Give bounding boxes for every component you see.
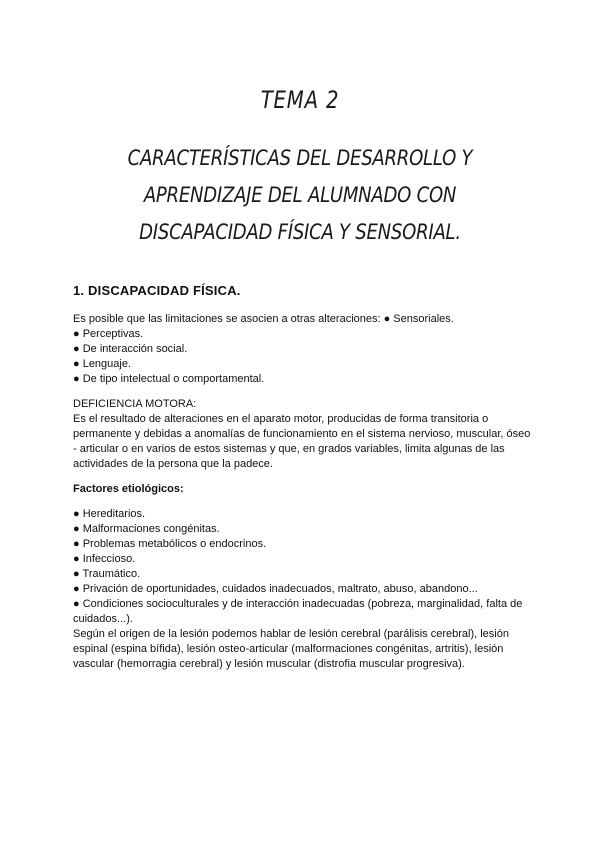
page-title [40,140,560,251]
title-line: DISCAPACIDAD FÍSICA Y SENSORIAL. [139,220,461,244]
list-item: ● Perceptivas. [73,328,144,340]
section-discapacidad-fisica [73,283,533,672]
list-item: ● De interacción social. [73,343,188,355]
intro-paragraph: Es posible que las limitaciones se asocien a otras alteraciones: ● Sensoriales. [73,313,454,325]
factores-heading: Factores etiológicos: [73,483,184,495]
section-heading: 1. DISCAPACIDAD FÍSICA. [73,283,241,298]
topic-number: TEMA 2 [260,86,340,114]
origen-paragraph: Según el origen de la lesión podemos hablar de lesión cerebral (parálisis cerebral), lesión espinal (espina bífida), lesión osteo-articular (malformaciones congénitas, artritis), lesión vascular (hemorragia cerebral) y lesión muscular (distrofia muscular progresiva). [73,628,509,670]
deficiencia-paragraph: Es el resultado de alteraciones en el aparato motor, producidas de forma transitoria o permanente y debidas a anomalías de funcionamiento en el sistema nervioso, muscular, óseo - articular o en varios de estos sistemas y que, en grados variables, limita algunas de las actividades de la persona que la padece. [73,413,531,470]
list-item: ● Privación de oportunidades, cuidados inadecuados, maltrato, abuso, abandono... [73,583,478,595]
list-item: ● Lenguaje. [73,358,132,370]
deficiencia-label: DEFICIENCIA MOTORA: [73,398,197,410]
list-item: ● Hereditarios. [73,508,146,520]
list-item: ● Problemas metabólicos o endocrinos. [73,538,267,550]
list-item: ● Infeccioso. [73,553,136,565]
list-item: ● Condiciones socioculturales y de interacción inadecuadas (pobreza, marginalidad, falta de cuidados...). [73,598,523,625]
list-item: ● Traumático. [73,568,141,580]
list-item: ● De tipo intelectual o comportamental. [73,373,265,385]
list-item: ● Malformaciones congénitas. [73,523,220,535]
title-line: CARACTERÍSTICAS DEL DESARROLLO Y [127,146,473,170]
title-line: APRENDIZAJE DEL ALUMNADO CON [143,183,457,207]
